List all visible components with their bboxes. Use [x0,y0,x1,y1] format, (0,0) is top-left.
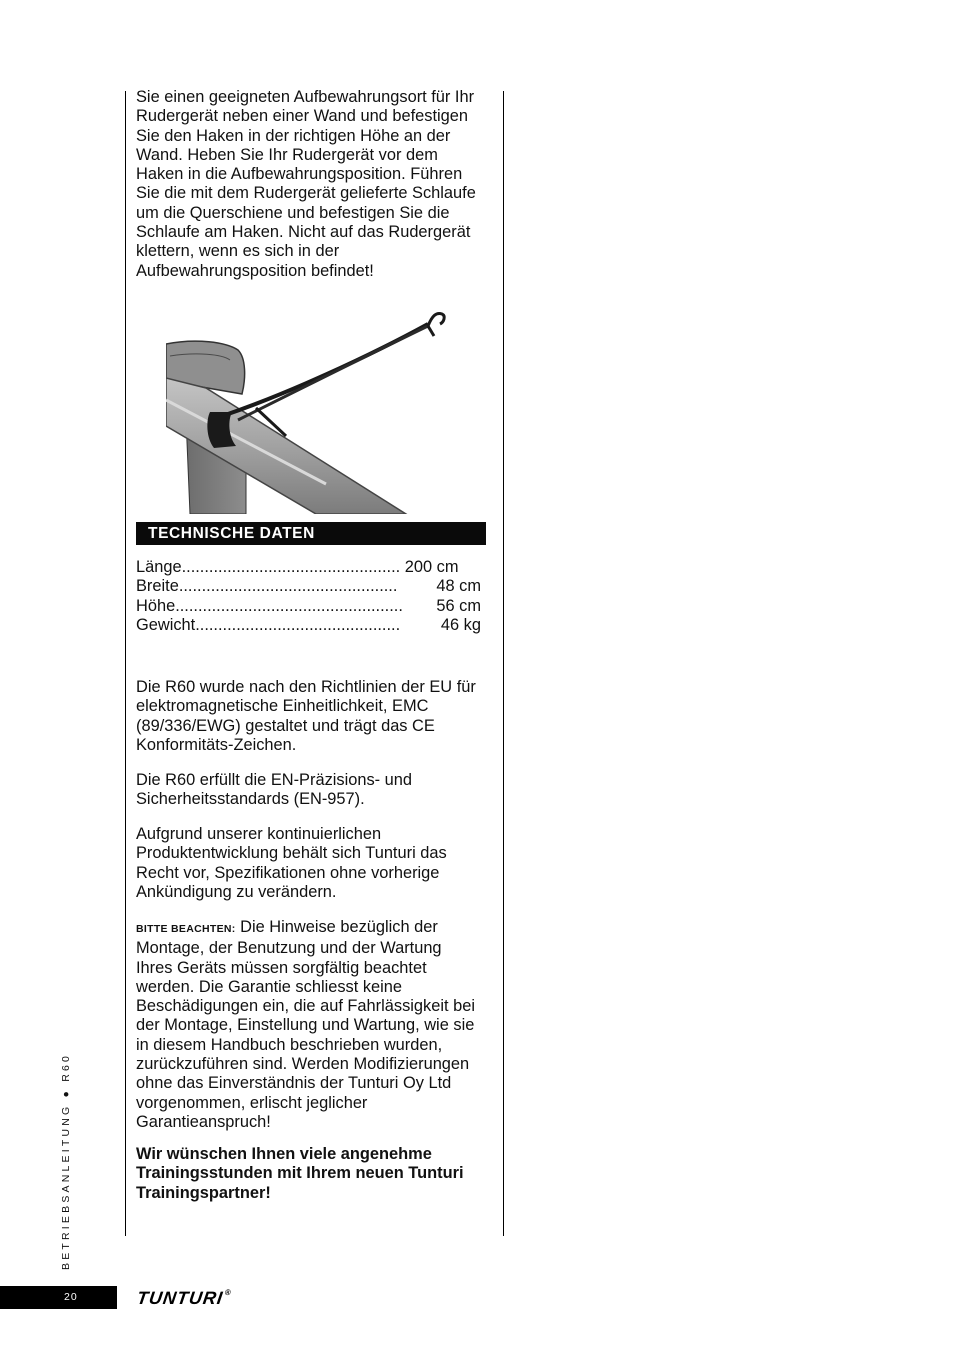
registered-mark: ® [224,1288,233,1297]
en957-paragraph: Die R60 erfüllt die EN-Präzisions- und Sicherheitsstandards (EN-957). [136,771,413,809]
spec-row-width [136,577,481,596]
spec-value: 56 cm [436,596,481,615]
spec-value: 200 cm [404,558,459,576]
note-text: Die Hinweise bezüglich der Montage, der Benutzung und der Wartung Ihres Geräts müssen sorgfältig beachtet werden. Die Garantie schliesst keine Beschädigungen ein, die auf Fahrlässigkeit bei der Montage, Einstellung und Wartung, wie sie in diesem Handbuch beschrieben wurden, zurückzuführen sind. Werden Modifizierungen ohne das Einverständnis der Tunturi Oy Ltd vorgenommen, erlischt jeglicher Garantieanspruch! [136,918,475,1131]
note-paragraph [136,918,481,1132]
brand-name: TUNTURI [135,1288,225,1308]
manual-side-label: BETRIEBSANLEITUNG ● R60 [60,1052,72,1270]
spec-row-height [136,597,481,616]
spec-label: Breite [136,577,179,596]
page-number: 20 [64,1291,78,1303]
spec-row-weight [136,616,481,635]
left-column-rule [125,91,126,1236]
spec-label: Gewicht [136,615,196,634]
page-number-box [0,1286,117,1309]
spec-label: Höhe [136,596,176,615]
storage-hook-illustration [166,308,448,514]
closing-paragraph: Wir wünschen Ihnen viele angenehme Trainingsstunden mit Ihrem neuen Tunturi Trainingspartner! [136,1145,464,1202]
spec-label: Länge [136,558,182,576]
spec-leader: ................................................ [178,577,398,596]
spec-leader: ............................................. [195,615,401,634]
spec-leader: .................................................. [175,596,403,615]
spec-value: 46 kg [440,615,481,634]
emc-paragraph: Die R60 wurde nach den Richtlinien der EU für elektromagnetische Einheitlichkeit, EMC (89/336/EWG) gestaltet und trägt das CE Konformitäts-Zeichen. [136,678,476,754]
storage-instructions: Sie einen geeigneten Aufbewahrungsort für Ihr Rudergerät neben einer Wand und befestigen Sie den Haken in der richtigen Höhe an der Wand. Heben Sie Ihr Rudergerät vor dem Haken in die Aufbewahrungsposition. Führen Sie die mit dem Rudergerät gelieferte Schlaufe um die Querschiene und befestigen Sie die Schlaufe am Haken. Nicht auf das Rudergerät klettern, wenn es sich in der Aufbewahrungsposition befindet! [136,88,476,280]
development-paragraph: Aufgrund unserer kontinuierlichen Produktentwicklung behält sich Tunturi das Recht vor, Spezifikationen ohne vorherige Ankündigung zu verändern. [136,825,447,901]
spec-leader: ................................................ [181,558,401,576]
note-label: BITTE BEACHTEN: [136,923,236,935]
right-column-rule [503,91,504,1236]
section-heading-bar [136,522,486,545]
tunturi-logo [136,1288,233,1309]
spec-table [136,558,481,635]
spec-row-length [136,558,481,577]
spec-value: 48 cm [436,577,481,596]
section-heading: TECHNISCHE DATEN [148,525,315,542]
